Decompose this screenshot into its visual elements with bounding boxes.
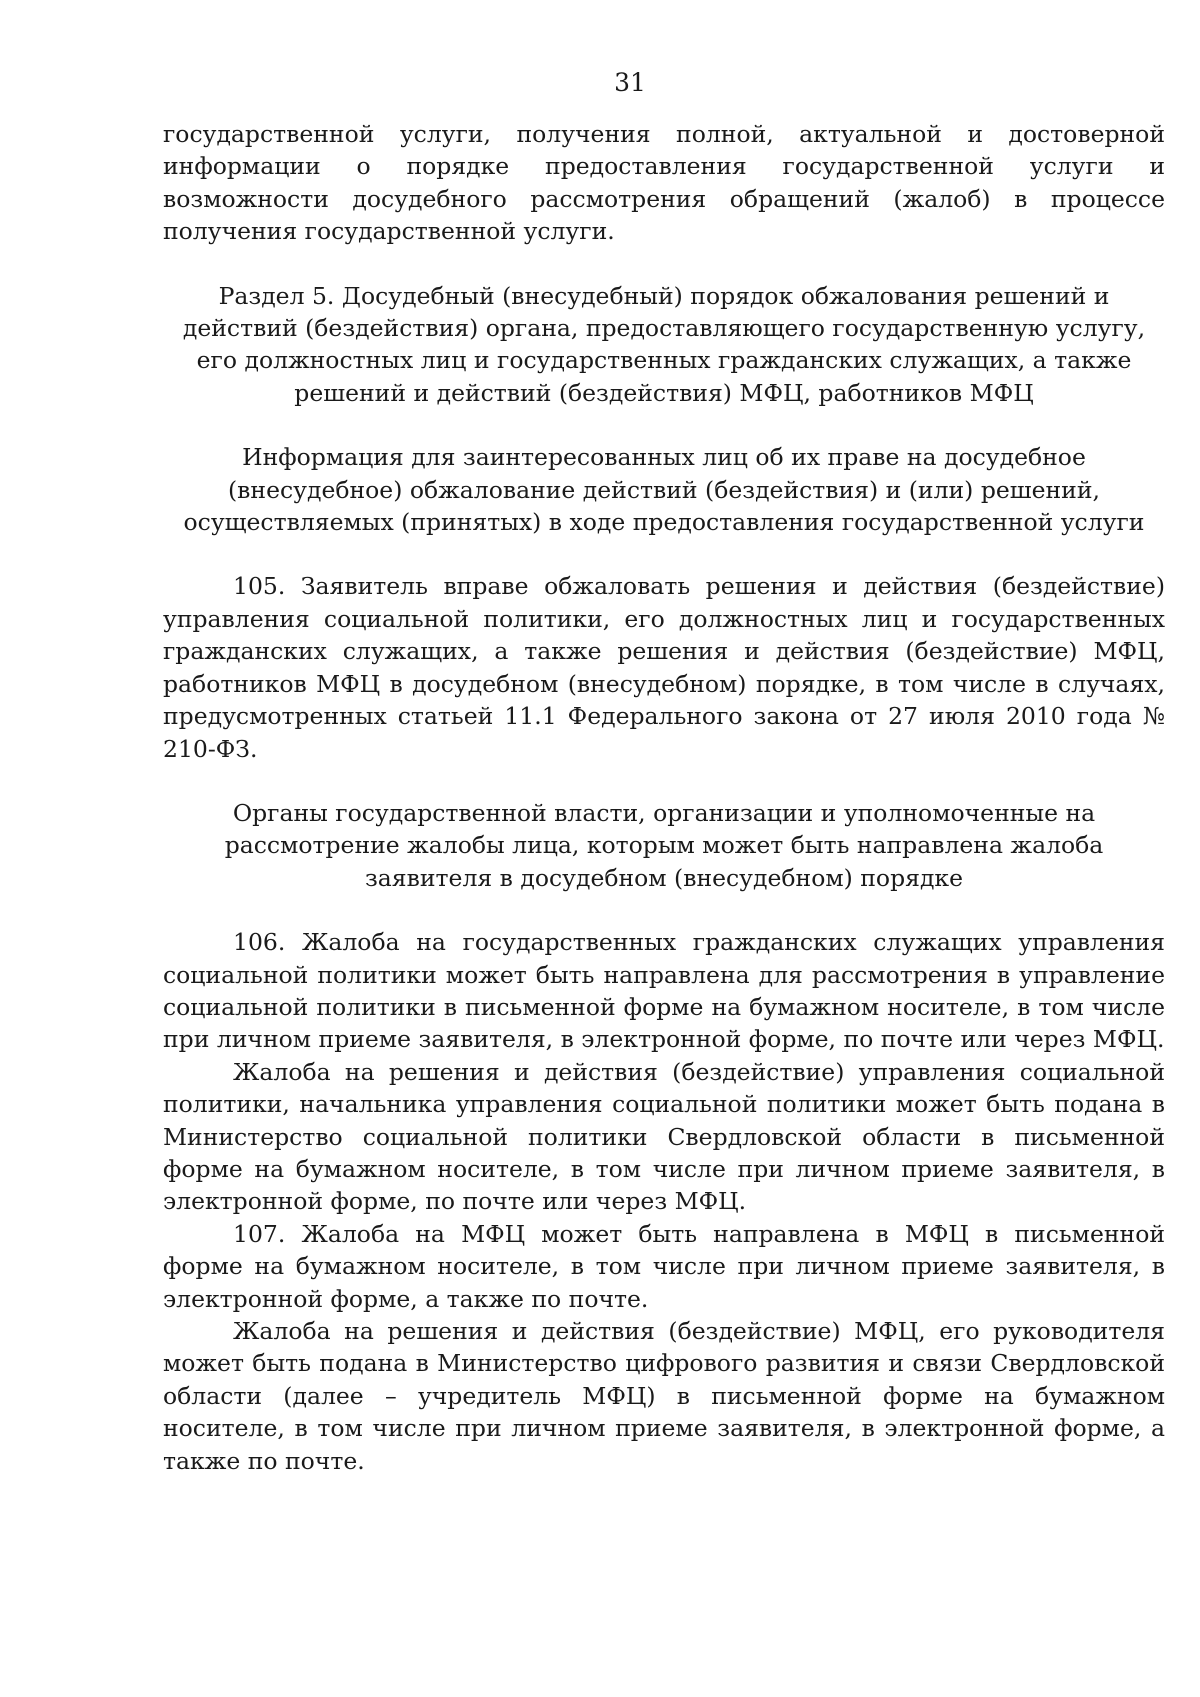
spacer — [163, 538, 1165, 570]
paragraph-105: 105. Заявитель вправе обжаловать решения и действия (бездействие) управления социальной политики, его должностных лиц и государственных гражданских служащих, а также решения и действия (бездействие) МФЦ, работников МФЦ в досудебном (внесудебном) порядке, в том числе в случаях, предусмотренных статьей 11.1 Федерального закона от 27 июля 2010 года № 210-ФЗ. — [163, 572, 1165, 763]
section-heading: Раздел 5. Досудебный (внесудебный) порядок обжалования решений и действий (бездействия) органа, предоставляющего государственную услугу, его должностных лиц и государственных гражданских служащих, а также решений и действий (бездействия) МФЦ, работников МФЦ — [182, 281, 1146, 407]
page-number: 31 — [614, 68, 646, 97]
paragraph-106-b: Жалоба на решения и действия (бездействие) управления социальной политики, начальника управления социальной политики может быть подана в Министерство социальной политики Свердловской области в письменной форме на бумажном носителе, в том числе при личном приеме заявителя, в электронной форме, по почте или через МФЦ. — [163, 1057, 1165, 1216]
subheading-organs: Органы государственной власти, организации и уполномоченные на рассмотрение жалобы лица, которым может быть направлена жалоба заявителя в досудебном (внесудебном) порядке — [224, 798, 1104, 892]
paragraph-107: 107. Жалоба на МФЦ может быть направлена в МФЦ в письменной форме на бумажном носителе, в том числе при личном приеме заявителя, в электронной форме, а также по почте. — [163, 1219, 1165, 1313]
paragraph-107-b: Жалоба на решения и действия (бездействие) МФЦ, его руководителя может быть подана в Министерство цифрового развития и связи Свердловской области (далее – учредитель МФЦ) в письменной форме на бумажном носителе, в том числе при личном приеме заявителя, в электронной форме, а также по почте. — [163, 1317, 1165, 1475]
spacer — [163, 409, 1165, 441]
spacer — [163, 765, 1165, 797]
spacer — [163, 248, 1165, 280]
spacer — [163, 894, 1165, 926]
subheading-info: Информация для заинтересованных лиц об их праве на досудебное (внесудебное) обжалование действий (бездействия) и (или) решений, осуществляемых (принятых) в ходе предоставления государственной услуги — [183, 443, 1145, 537]
paragraph-106: 106. Жалоба на государственных гражданских служащих управления социальной политики может быть направлена для рассмотрения в управление социальной политики в письменной форме на бумажном носителе, в том числе при личном приеме заявителя, в электронной форме, по почте или через МФЦ. — [163, 928, 1165, 1054]
intro-paragraph: государственной услуги, получения полной, актуальной и достоверной информации о порядке предоставления государственной услуги и возможности досудебного рассмотрения обращений (жалоб) в процессе получения государственной услуги. — [163, 120, 1165, 246]
document-body — [163, 118, 1165, 1477]
